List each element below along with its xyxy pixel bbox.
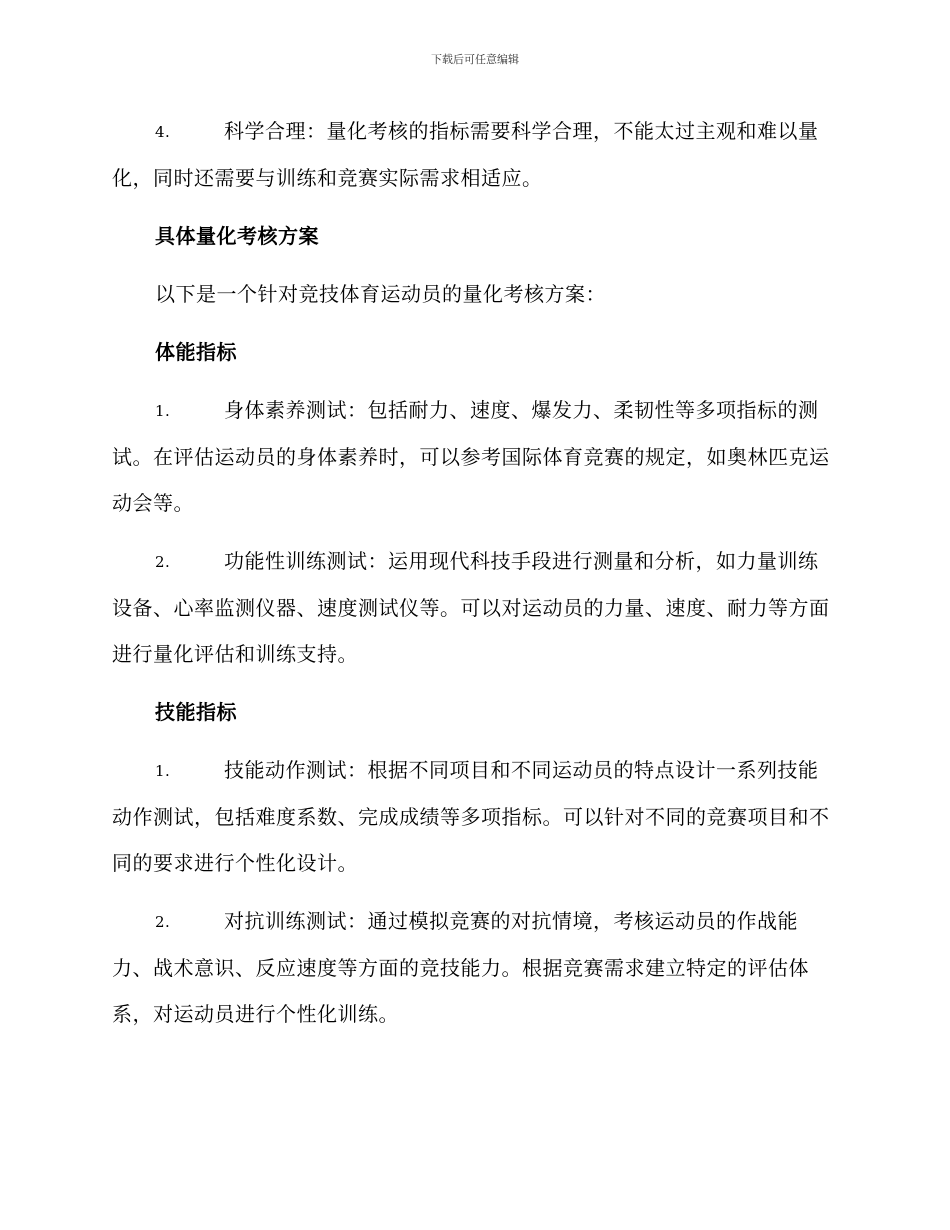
list-item-scientific — [112, 108, 834, 201]
list-item-text: 技能动作测试：根据不同项目和不同运动员的特点设计一系列技能动作测试，包括难度系数、完成成绩等多项指标。可以针对不同的竞赛项目和不同的要求进行个性化设计。 — [112, 758, 830, 875]
list-item-skill-test — [112, 747, 834, 886]
intro-paragraph: 以下是一个针对竞技体育运动员的量化考核方案： — [155, 282, 606, 306]
document-body — [112, 108, 834, 1049]
list-item-text: 功能性训练测试：运用现代科技手段进行测量和分析，如力量训练设备、心率监测仪器、速度测试仪等。可以对运动员的力量、速度、耐力等方面进行量化评估和训练支持。 — [112, 549, 830, 666]
list-item-combat-test — [112, 898, 834, 1037]
page-header: 下载后可任意编辑 — [431, 53, 519, 66]
list-number: 2. — [155, 913, 171, 931]
section-heading-skills: 技能指标 — [155, 700, 237, 724]
list-number: 1. — [155, 762, 171, 780]
section-heading-plan: 具体量化考核方案 — [155, 224, 319, 248]
list-number: 2. — [155, 553, 171, 571]
list-number: 4. — [155, 123, 171, 141]
section-heading-fitness: 体能指标 — [155, 340, 237, 364]
list-item-text: 科学合理：量化考核的指标需要科学合理，不能太过主观和难以量化，同时还需要与训练和竞赛实际需求相适应。 — [112, 119, 819, 190]
list-item-functional-test — [112, 538, 834, 677]
list-number: 1. — [155, 402, 171, 420]
list-item-text: 对抗训练测试：通过模拟竞赛的对抗情境，考核运动员的作战能力、战术意识、反应速度等方面的竞技能力。根据竞赛需求建立特定的评估体系，对运动员进行个性化训练。 — [112, 909, 809, 1026]
list-item-text: 身体素养测试：包括耐力、速度、爆发力、柔韧性等多项指标的测试。在评估运动员的身体素养时，可以参考国际体育竞赛的规定，如奥林匹克运动会等。 — [112, 398, 830, 515]
list-item-physical-test — [112, 387, 834, 526]
